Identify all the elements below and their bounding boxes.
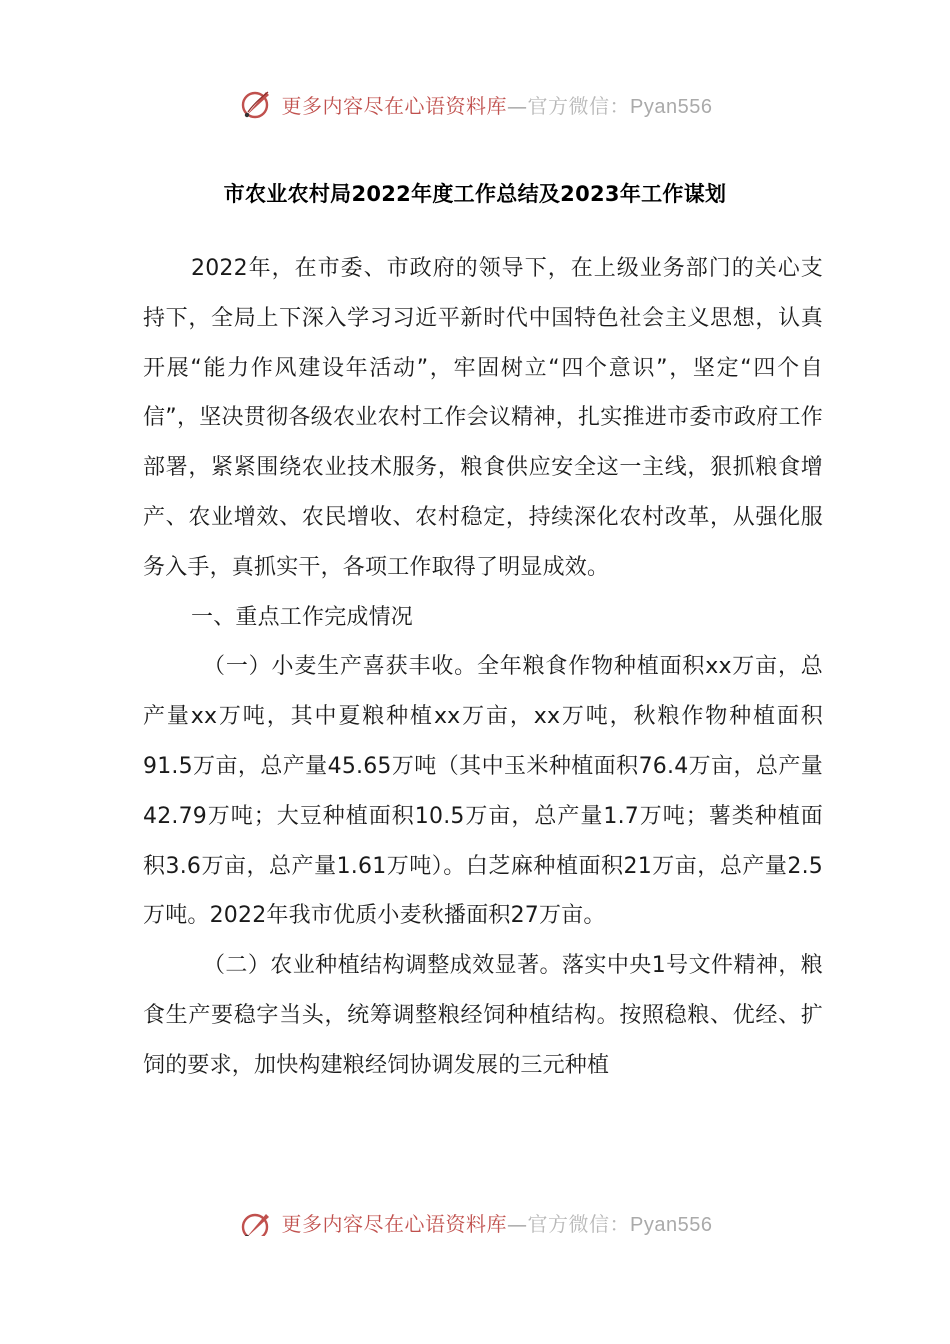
- subsection-planting-structure: （二）农业种植结构调整成效显著。落实中央1号文件精神，粮食生产要稳字当头，统筹调整粮经饲种植结构。按照稳粮、优经、扩饲的要求，加快构建粮经饲协调发展的三元种植: [143, 953, 823, 1078]
- subsection-wheat: （一）小麦生产喜获丰收。全年粮食作物种植面积xx万亩，总产量xx万吨，其中夏粮种植xx万亩，xx万吨，秋粮作物种植面积91.5万亩，总产量45.65万吨（其中玉米种植面积76.4万亩，总产量42.79万吨；大豆种植面积10.5万亩，总产量1.7万吨；薯类种植面积3.6万亩，总产量1.61万吨）。白芝麻种植面积21万亩，总产量2.5万吨。2022年我市优质小麦秋播面积27万亩。: [143, 654, 823, 929]
- intro-paragraph: 2022年，在市委、市政府的领导下，在上级业务部门的关心支持下，全局上下深入学习习近平新时代中国特色社会主义思想，认真开展“能力作风建设年活动”，牢固树立“四个意识”，坚定“四个自信”，坚决贯彻各级农业农村工作会议精神，扎实推进市委市政府工作部署，紧紧围绕农业技术服务，粮食供应安全这一主线，狠抓粮食增产、农业增效、农民增收、农村稳定，持续深化农村改革，从强化服务入手，真抓实干，各项工作取得了明显成效。: [143, 256, 823, 580]
- watermark-wechat-label: 官方微信：: [527, 1212, 631, 1236]
- watermark-text-footer: [282, 1208, 713, 1236]
- quill-pen-logo-icon: [238, 86, 274, 122]
- watermark-text: [282, 90, 713, 119]
- document-body: [143, 244, 823, 1091]
- header-watermark: [0, 86, 950, 122]
- watermark-account: Pyan556: [630, 1214, 713, 1236]
- watermark-wechat-label: 官方微信：: [527, 93, 631, 118]
- footer-watermark: [0, 1208, 950, 1236]
- document-title: 市农业农村局2022年度工作总结及2023年工作谋划: [223, 182, 727, 206]
- section-heading: 一、重点工作完成情况: [191, 604, 414, 630]
- watermark-dash: —: [507, 1212, 528, 1236]
- watermark-prefix: 更多内容尽在心语资料库: [281, 93, 508, 118]
- watermark-account: Pyan556: [630, 95, 713, 118]
- watermark-prefix: 更多内容尽在心语资料库: [281, 1212, 508, 1236]
- watermark-dash: —: [507, 93, 528, 118]
- quill-pen-logo-icon: [238, 1208, 274, 1236]
